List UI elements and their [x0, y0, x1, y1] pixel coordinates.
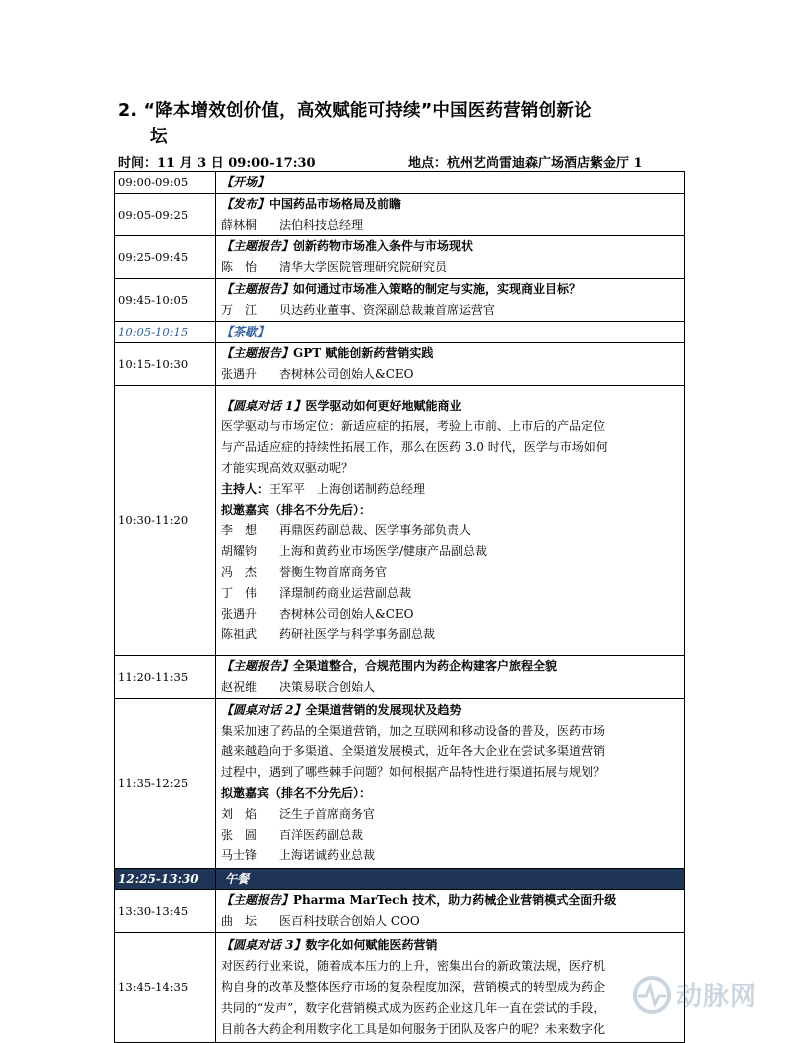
panel-description-line: 集采加速了药品的全渠道营销，加之互联网和移动设备的普及，医药市场 [221, 723, 606, 738]
agenda-content [216, 868, 685, 890]
panel-title [221, 396, 680, 417]
agenda-content [216, 890, 685, 933]
session-title: Pharma MarTech 技术，助力药械企业营销模式全面升级 [293, 893, 617, 908]
guest-title: 上海和黄药业市场医学/健康产品副总裁 [279, 544, 488, 559]
panel-description-line: 目前各大药企利用数字化工具是如何服务于团队及客户的呢？未来数字化 [221, 1021, 606, 1036]
lunch-label: 午餐 [225, 871, 250, 886]
session-tag: 【主题报告】 [221, 346, 294, 361]
session-heading [221, 656, 680, 677]
guest-item [221, 845, 680, 866]
session-title: 全渠道整合，合规范围内为药企构建客户旅程全貌 [293, 658, 558, 673]
guest-title: 上海诺诚药业总裁 [279, 848, 376, 863]
panel-description-line: 过程中，遇到了哪些棘手问题？如何根据产品特性进行渠道拓展与规划？ [221, 765, 606, 780]
agenda-content [216, 698, 685, 868]
agenda-time: 09:25-09:45 [115, 236, 216, 279]
guest-item [221, 583, 680, 604]
session-heading [221, 172, 680, 193]
agenda-time: 10:15-10:30 [115, 343, 216, 386]
session-heading [221, 194, 680, 215]
speaker-title: 清华大学医院管理研究院研究员 [279, 260, 448, 275]
guest-item [221, 541, 680, 562]
panel-description-line: 构自身的改革及整体医疗市场的复杂程度加深，营销模式的转型成为药企 [221, 980, 606, 995]
session-tag: 【开场】 [221, 175, 270, 189]
agenda-time: 12:25-13:30 [115, 868, 216, 890]
guest-title: 百洋医药副总裁 [279, 827, 364, 842]
agenda-content [216, 321, 685, 343]
guest-item [221, 604, 680, 625]
speaker [221, 677, 680, 698]
speaker-name: 赵祝维 [221, 679, 258, 694]
guest-name: 冯 杰 [221, 565, 258, 580]
guest-title: 泛生子首席商务官 [279, 806, 376, 821]
guest-title: 药研社医学与科学事务副总裁 [279, 627, 436, 642]
agenda-row [115, 385, 685, 655]
event-time: 时间：11 月 3 日 09:00-17:30 [118, 156, 316, 171]
guest-name: 张遇升 [221, 606, 258, 621]
speaker-title: 法伯科技总经理 [279, 217, 364, 232]
guest-name: 丁 伟 [221, 585, 258, 600]
guest-item [221, 520, 680, 541]
host-label: 主持人： [221, 481, 270, 496]
session-title: 创新药物市场准入条件与市场现状 [293, 239, 474, 254]
session-tag: 【发布】 [221, 196, 270, 211]
agenda-row [115, 655, 685, 698]
agenda-row [115, 890, 685, 933]
event-meta [118, 152, 686, 170]
agenda-time: 13:45-14:35 [115, 932, 216, 1042]
guest-name: 陈祖武 [221, 627, 258, 642]
guest-item [221, 624, 680, 645]
agenda-time: 11:35-12:25 [115, 698, 216, 868]
speaker-title: 决策易联合创始人 [279, 679, 376, 694]
agenda-row [115, 698, 685, 868]
session-tag: 【圆桌对话 2】 [221, 702, 306, 717]
speaker-name: 张遇升 [221, 367, 258, 382]
speaker [221, 364, 680, 385]
guest-name: 刘 焰 [221, 806, 258, 821]
panel-description-line: 医学驱动与市场定位：新适应症的拓展，考验上市前、上市后的产品定位 [221, 419, 606, 434]
speaker-title: 贝达药业董事、资深副总裁兼首席运营官 [279, 302, 496, 317]
guest-title: 再鼎医药副总裁、医学事务部负责人 [279, 523, 472, 538]
session-tag: 【主题报告】 [221, 893, 294, 908]
guest-name: 胡耀钧 [221, 544, 258, 559]
session-title: 如何通过市场准入策略的制定与实施，实现商业目标？ [293, 281, 582, 296]
agenda-content [216, 343, 685, 386]
guest-title: 杏树林公司创始人&CEO [279, 606, 414, 621]
panel-description-line: 与产品适应症的持续性拓展工作，那么在医药 3.0 时代，医学与市场如何 [221, 440, 608, 455]
panel-host [221, 479, 680, 500]
panel-title [221, 700, 680, 721]
event-place: 地点：杭州艺尚雷迪森广场酒店紫金厅 1 [408, 156, 643, 171]
agenda-row [115, 343, 685, 386]
session-title: 全渠道营销的发展现状及趋势 [305, 702, 462, 717]
guest-name: 马士锋 [221, 848, 258, 863]
agenda-time: 10:05-10:15 [115, 321, 216, 343]
agenda-time: 09:00-09:05 [115, 172, 216, 194]
agenda-content [216, 655, 685, 698]
session-tag: 【主题报告】 [221, 281, 294, 296]
section-title [118, 98, 678, 150]
guest-title: 泽璟制药商业运营副总裁 [279, 585, 412, 600]
speaker [221, 215, 680, 236]
speaker-name: 薛林桐 [221, 217, 258, 232]
session-title: 中国药品市场格局及前瞻 [269, 196, 402, 211]
guest-item [221, 825, 680, 846]
pulse-logo-icon [632, 976, 672, 1014]
session-tag: 【圆桌对话 1】 [221, 398, 306, 413]
guest-name: 张 圆 [221, 827, 258, 842]
section-title-line-2: 坛 [150, 127, 168, 147]
agenda-time: 13:30-13:45 [115, 890, 216, 933]
agenda-time: 10:30-11:20 [115, 385, 216, 655]
agenda-time: 09:45-10:05 [115, 278, 216, 321]
panel-description-line: 越来越趋向于多渠道、全渠道发展模式，近年各大企业在尝试多渠道营销 [221, 744, 606, 759]
guest-name: 李 想 [221, 523, 258, 538]
agenda-content [216, 172, 685, 194]
session-heading [221, 890, 680, 911]
panel-title [221, 935, 680, 956]
session-tag: 【圆桌对话 3】 [221, 938, 306, 953]
agenda-row [115, 236, 685, 279]
agenda-content [216, 385, 685, 655]
agenda-content [216, 193, 685, 236]
speaker [221, 257, 680, 278]
agenda-time: 11:20-11:35 [115, 655, 216, 698]
agenda-content [216, 236, 685, 279]
session-heading [221, 236, 680, 257]
session-title: 医学驱动如何更好地赋能商业 [305, 398, 462, 413]
speaker-title: 医百科技联合创始人 COO [279, 914, 420, 929]
panel-description-line: 对医药行业来说，随着成本压力的上升，密集出台的新政策法规，医疗机 [221, 959, 606, 974]
speaker [221, 911, 680, 932]
panel-description-line: 才能实现高效双驱动呢？ [221, 461, 354, 476]
speaker-name: 万 江 [221, 302, 258, 317]
session-title: 数字化如何赋能医药营销 [305, 938, 438, 953]
watermark-text: 动脉网 [676, 982, 758, 1012]
agenda-row [115, 868, 685, 890]
session-heading [221, 322, 680, 343]
agenda-row [115, 278, 685, 321]
guest-title: 誉衡生物首席商务官 [279, 565, 388, 580]
session-heading [221, 343, 680, 364]
session-tag: 【主题报告】 [221, 658, 294, 673]
speaker-name: 曲 坛 [221, 914, 258, 929]
guest-item [221, 562, 680, 583]
agenda-table [114, 171, 685, 1043]
agenda-row [115, 172, 685, 194]
agenda-row [115, 193, 685, 236]
agenda-time: 09:05-09:25 [115, 193, 216, 236]
section-title-line-1: 2. “降本增效创价值，高效赋能可持续”中国医药营销创新论 [118, 101, 592, 121]
session-title: GPT 赋能创新药营销实践 [293, 346, 434, 361]
agenda-content [216, 278, 685, 321]
speaker [221, 300, 680, 321]
session-heading [221, 279, 680, 300]
panel-description-line: 共同的“发声”，数字化营销模式成为医药企业这几年一直在尝试的手段， [221, 1000, 606, 1015]
session-tag: 【茶歇】 [221, 324, 270, 339]
guest-label: 拟邀嘉宾（排名不分先后）： [221, 502, 372, 517]
session-tag: 【主题报告】 [221, 239, 294, 254]
speaker-title: 杏树林公司创始人&CEO [279, 367, 414, 382]
guest-label: 拟邀嘉宾（排名不分先后）： [221, 786, 372, 801]
watermark [628, 972, 794, 1018]
agenda-content [216, 932, 685, 1042]
agenda-row [115, 932, 685, 1042]
guest-item [221, 804, 680, 825]
speaker-name: 陈 怡 [221, 260, 258, 275]
host-name: 王军平 上海创诺制药总经理 [269, 481, 426, 496]
agenda-row [115, 321, 685, 343]
